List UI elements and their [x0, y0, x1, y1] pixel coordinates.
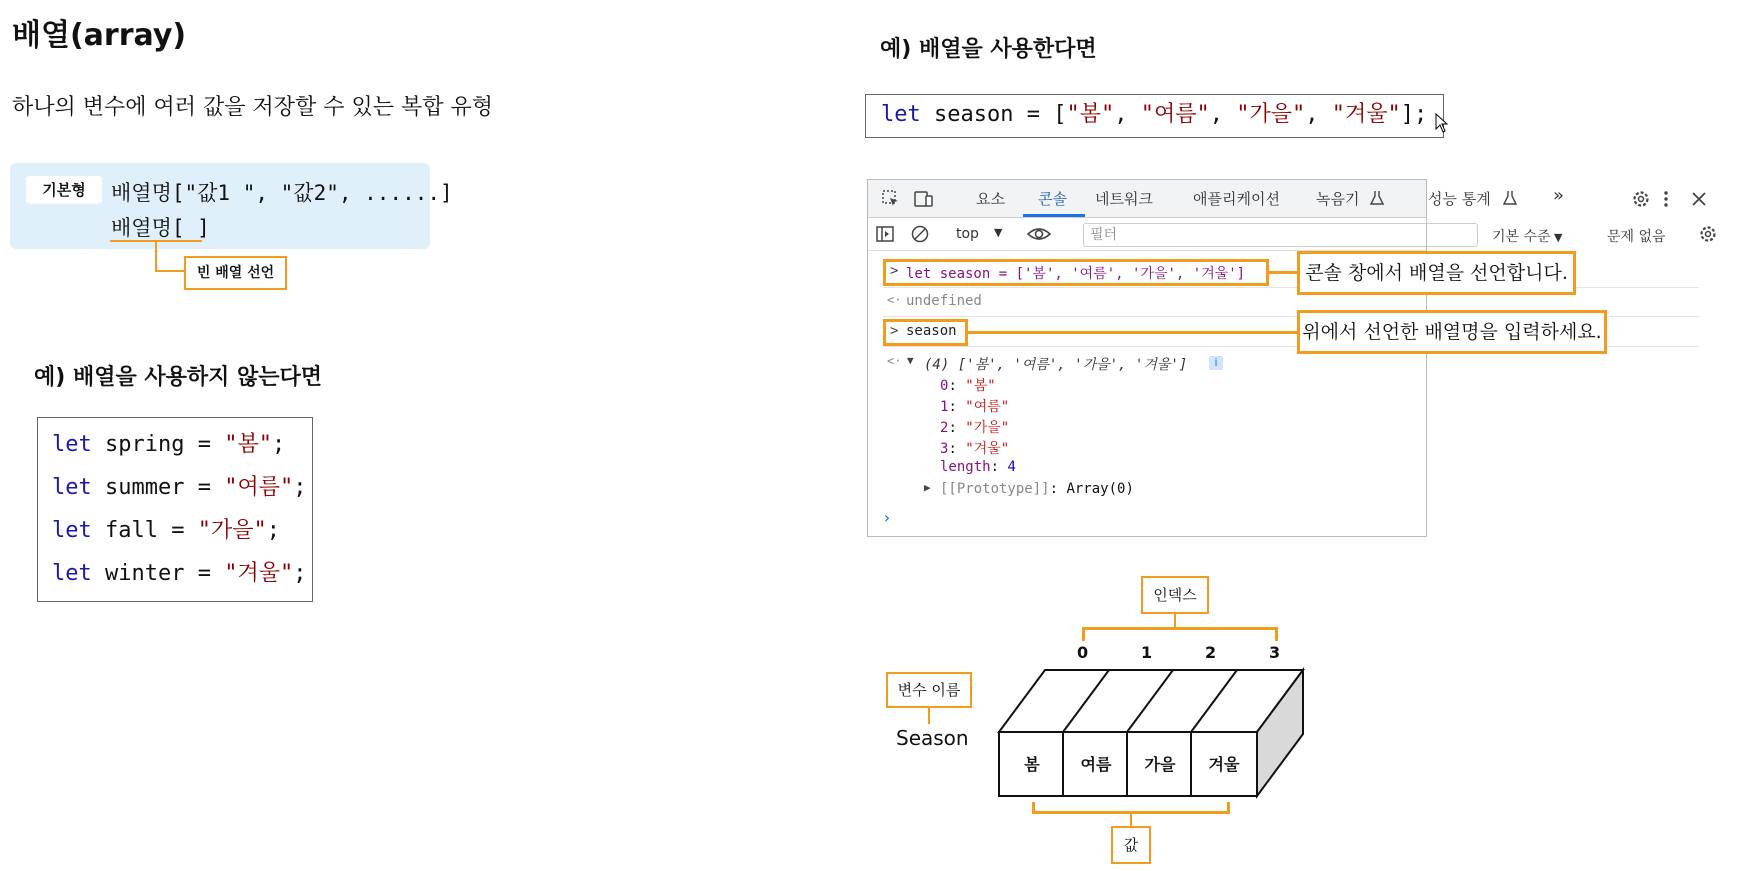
code-text: summer =: [91, 475, 225, 500]
output-return-icon: <·: [887, 354, 902, 368]
syntax-tag: 기본형: [26, 176, 102, 204]
console-input-2: season: [906, 323, 957, 339]
code-separator: ,: [1209, 102, 1237, 127]
array-cell-value: 여름: [1080, 755, 1112, 774]
tab-network[interactable]: 네트워크: [1095, 190, 1153, 208]
entry-value: "여름": [965, 399, 1010, 415]
value-label-box: 값: [1111, 826, 1151, 864]
code-keyword: let: [881, 102, 921, 127]
code-string: "겨울": [1331, 102, 1401, 127]
syntax-line-2: 배열명[ ]: [111, 216, 210, 240]
variable-name: Season: [896, 726, 969, 750]
tab-recorder[interactable]: 녹음기: [1316, 190, 1360, 208]
code-text: spring =: [91, 432, 225, 457]
index-number: 1: [1141, 643, 1153, 662]
code-text: fall =: [91, 518, 198, 543]
code-string: "여름": [224, 475, 294, 500]
console-prompt[interactable]: ›: [882, 508, 892, 527]
array-entry: [940, 375, 996, 395]
console-row-divider: [883, 287, 1699, 288]
code-string: "가을": [197, 518, 267, 543]
index-number: 3: [1269, 643, 1281, 662]
without-array-heading: 예) 배열을 사용하지 않는다면: [34, 365, 323, 390]
code-separator: ,: [1305, 102, 1332, 127]
tab-elements[interactable]: 요소: [976, 190, 1005, 208]
page-description: 하나의 변수에 여러 값을 저장할 수 있는 복합 유형: [12, 95, 493, 120]
code-text: ;: [266, 518, 280, 543]
code-separator: ,: [1114, 102, 1141, 127]
code-string: "가을": [1236, 102, 1306, 127]
log-levels-dropdown[interactable]: [1492, 226, 1563, 246]
tab-performance-insights[interactable]: 성능 통계: [1428, 190, 1491, 208]
clear-console-icon[interactable]: [910, 224, 930, 244]
device-toggle-icon[interactable]: [913, 189, 935, 209]
context-selector[interactable]: top: [956, 226, 979, 242]
code-string: "여름": [1140, 102, 1210, 127]
code-text: ;: [271, 432, 286, 457]
info-icon[interactable]: i: [1209, 356, 1223, 370]
log-levels-label: 기본 수준: [1492, 229, 1551, 245]
entry-key: [[Prototype]]: [940, 481, 1050, 497]
page-title: 배열(array): [12, 18, 187, 53]
entry-key: length: [940, 459, 991, 475]
array-block-illustration: [995, 664, 1309, 802]
chevron-down-icon[interactable]: ▼: [994, 226, 1003, 239]
more-options-icon[interactable]: [1660, 189, 1672, 209]
code-keyword: let: [52, 432, 92, 457]
console-settings-icon[interactable]: [1698, 224, 1718, 244]
tab-application[interactable]: 애플리케이션: [1193, 190, 1280, 208]
array-cell-value: 가을: [1144, 755, 1176, 774]
code-line: [52, 430, 312, 473]
entry-colon: :: [948, 441, 966, 457]
console-output-undefined: undefined: [906, 293, 982, 309]
empty-array-callout: 빈 배열 선언: [184, 256, 287, 290]
entry-value: Array(0): [1066, 481, 1134, 497]
index-number: 0: [1077, 643, 1089, 662]
array-cell-value: 봄: [1024, 755, 1040, 774]
code-keyword: let: [52, 518, 92, 543]
code-text: ;: [293, 475, 307, 500]
code-line: [52, 516, 312, 559]
without-array-code-block: [37, 417, 313, 602]
array-entry: [940, 396, 1009, 416]
code-text: ;: [293, 561, 307, 586]
code-keyword: let: [52, 475, 92, 500]
index-label-box: 인덱스: [1141, 576, 1209, 614]
entry-colon: :: [948, 378, 966, 394]
array-length-entry: [940, 459, 1016, 475]
sidebar-toggle-icon[interactable]: [875, 224, 895, 244]
entry-key: 2: [940, 420, 949, 436]
entry-value: 4: [1007, 459, 1016, 475]
settings-gear-icon[interactable]: [1631, 189, 1651, 209]
more-tabs-button[interactable]: »: [1553, 185, 1565, 206]
note-connector: [1269, 271, 1299, 274]
index-connector: [1174, 614, 1176, 628]
eye-icon[interactable]: [1026, 225, 1052, 243]
entry-key: 0: [940, 378, 949, 394]
active-tab-indicator: [1023, 214, 1085, 217]
variable-connector: [928, 708, 930, 724]
array-entry: [940, 417, 1009, 437]
array-summary[interactable]: (4) ['봄', '여름', '가을', '겨울']: [924, 357, 1188, 373]
entry-value: "봄": [965, 378, 996, 394]
entry-colon: :: [948, 399, 966, 415]
note-connector: [968, 331, 1298, 334]
code-string: "봄": [1066, 102, 1115, 127]
with-array-code-block: [865, 94, 1444, 138]
variable-name-label-box: 변수 이름: [886, 672, 972, 708]
entry-key: 1: [940, 399, 949, 415]
code-text: winter =: [91, 561, 225, 586]
index-bracket: [1275, 627, 1278, 641]
syntax-line-1: 배열명["값1 ", "값2", ......]: [111, 181, 453, 205]
expand-arrow-icon[interactable]: ▼: [907, 354, 914, 367]
inspect-element-icon[interactable]: [881, 189, 901, 209]
expand-arrow-icon[interactable]: ▶: [924, 481, 931, 494]
callout-connector: [155, 241, 157, 271]
note-declare: 콘솔 창에서 배열을 선언합니다.: [1297, 251, 1576, 295]
prototype-entry[interactable]: [940, 481, 1134, 497]
entry-colon: :: [1049, 481, 1067, 497]
entry-value: "겨울": [965, 441, 1010, 457]
index-bracket: [1082, 627, 1278, 630]
callout-connector: [155, 270, 185, 272]
entry-colon: :: [948, 420, 966, 436]
input-prompt-icon: >: [890, 263, 899, 279]
issues-button[interactable]: 문제 없음: [1607, 229, 1666, 245]
code-text: ];: [1400, 102, 1428, 127]
entry-colon: :: [990, 459, 1008, 475]
flask-icon: [1503, 190, 1517, 206]
index-bracket: [1082, 627, 1085, 641]
note-enter-name: 위에서 선언한 배열명을 입력하세요.: [1297, 310, 1607, 354]
array-entry: [940, 438, 1009, 458]
code-string: "봄": [224, 432, 272, 457]
value-bracket: [1227, 802, 1230, 814]
highlight-box: [883, 319, 968, 346]
entry-value: "가을": [965, 420, 1010, 436]
console-input-1: let season = ['봄', '여름', '가을', '겨울']: [906, 266, 1246, 282]
code-line: [52, 559, 312, 602]
flask-icon: [1370, 190, 1384, 206]
code-keyword: let: [52, 561, 92, 586]
code-text: season = [: [920, 102, 1067, 127]
index-number: 2: [1205, 643, 1217, 662]
value-connector: [1130, 813, 1132, 827]
with-array-heading: 예) 배열을 사용한다면: [880, 37, 1097, 62]
array-cell-value: 겨울: [1208, 755, 1240, 774]
mouse-cursor-icon: [1435, 113, 1449, 133]
chevron-down-icon: ▼: [1550, 231, 1563, 244]
code-line: [52, 473, 312, 516]
input-prompt-icon: >: [890, 323, 899, 339]
filter-input[interactable]: 필터: [1083, 223, 1478, 247]
tab-console[interactable]: 콘솔: [1038, 190, 1067, 208]
output-return-icon: <·: [887, 293, 902, 307]
entry-key: 3: [940, 441, 949, 457]
close-icon[interactable]: [1690, 190, 1708, 208]
highlight-box: [883, 259, 1269, 286]
code-string: "겨울": [224, 561, 294, 586]
